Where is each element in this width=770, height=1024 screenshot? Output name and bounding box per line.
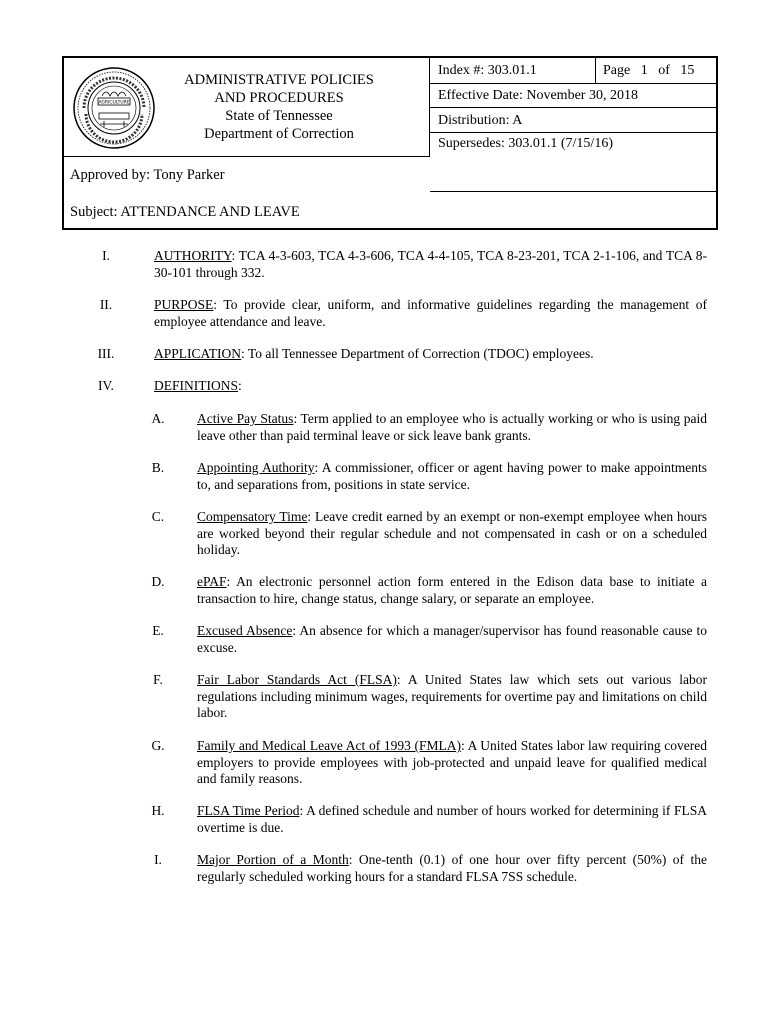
section-text: DEFINITIONS: (154, 378, 242, 393)
state-seal-icon (72, 66, 156, 150)
section-text: PURPOSE: To provide clear, uniform, and informative guidelines regarding the management of employee attendance and leave. (154, 297, 707, 329)
approved-by: Approved by: Tony Parker (70, 167, 225, 183)
section-number: II. (99, 297, 113, 312)
document-header (62, 56, 718, 230)
svg-text:AGRICULTURE: AGRICULTURE (98, 100, 130, 106)
header-title (164, 71, 394, 143)
section-number: III. (97, 346, 115, 361)
title-line-3: State of Tennessee (225, 108, 333, 124)
supersedes: Supersedes: 303.01.1 (7/15/16) (438, 136, 613, 151)
definition-letter: F. (153, 672, 163, 687)
definition-text: Active Pay Status: Term applied to an employee who is actually working or who is using paid leave other than paid terminal leave or sick leave bank grants. (197, 411, 707, 443)
definition-letter: C. (151, 509, 165, 524)
distribution: Distribution: A (430, 108, 718, 133)
section-text: APPLICATION: To all Tennessee Department of Correction (TDOC) employees. (154, 346, 594, 361)
definition-text: Compensatory Time: Leave credit earned by an exempt or non-exempt employee when hours are worked beyond their regular schedule and not compensated in cash or on a scheduled holiday. (197, 509, 707, 557)
definition-letter: D. (151, 574, 165, 589)
definition-text: FLSA Time Period: A defined schedule and number of hours worked for determining if FLSA overtime is due. (197, 803, 707, 835)
definition-text: Fair Labor Standards Act (FLSA): A United States law which sets out various labor regulations including minimum wages, requirements for overtime pay and limitations on child labor. (197, 672, 707, 720)
definition-letter: E. (152, 623, 164, 638)
definition-letter: H. (151, 803, 165, 818)
definition-text: Family and Medical Leave Act of 1993 (FMLA): A United States labor law requiring covered employers to provide employees with job-protected and unpaid leave for qualified medical and family reasons. (197, 738, 707, 786)
definition-letter: B. (151, 460, 165, 475)
header-title-cell (64, 58, 430, 157)
subject-line: Subject: ATTENDANCE AND LEAVE (70, 204, 300, 220)
section-number: IV. (98, 378, 114, 393)
section-text: AUTHORITY: TCA 4-3-603, TCA 4-3-606, TCA 4-4-105, TCA 8-23-201, TCA 2-1-106, and TCA 8-30-101 through 332. (154, 248, 707, 280)
title-line-1: ADMINISTRATIVE POLICIES (184, 72, 374, 88)
index-number: Index #: 303.01.1 (438, 63, 537, 78)
definition-text: Major Portion of a Month: One-tenth (0.1) of one hour over fifty percent (50%) of the regularly scheduled working hours for a standard FLSA 7SS schedule. (197, 852, 707, 884)
definition-text: Excused Absence: An absence for which a manager/supervisor has found reasonable cause to excuse. (197, 623, 707, 655)
definition-letter: G. (151, 738, 165, 753)
section-number: I. (102, 248, 110, 263)
page-indicator: Page 1 of 15 (595, 58, 718, 83)
title-line-2: AND PROCEDURES (214, 90, 344, 106)
definition-text: ePAF: An electronic personnel action form entered in the Edison data base to initiate a transaction to hire, change status, change salary, or separate an employee. (197, 574, 707, 606)
index-row (430, 58, 718, 84)
header-info-cell (430, 58, 718, 192)
definition-letter: A. (151, 411, 165, 426)
effective-date: Effective Date: November 30, 2018 (430, 84, 718, 108)
title-line-4: Department of Correction (204, 126, 354, 142)
definition-letter: I. (154, 852, 162, 867)
definition-text: Appointing Authority: A commissioner, officer or agent having power to make appointments to, and separations from, positions in state service. (197, 460, 707, 492)
